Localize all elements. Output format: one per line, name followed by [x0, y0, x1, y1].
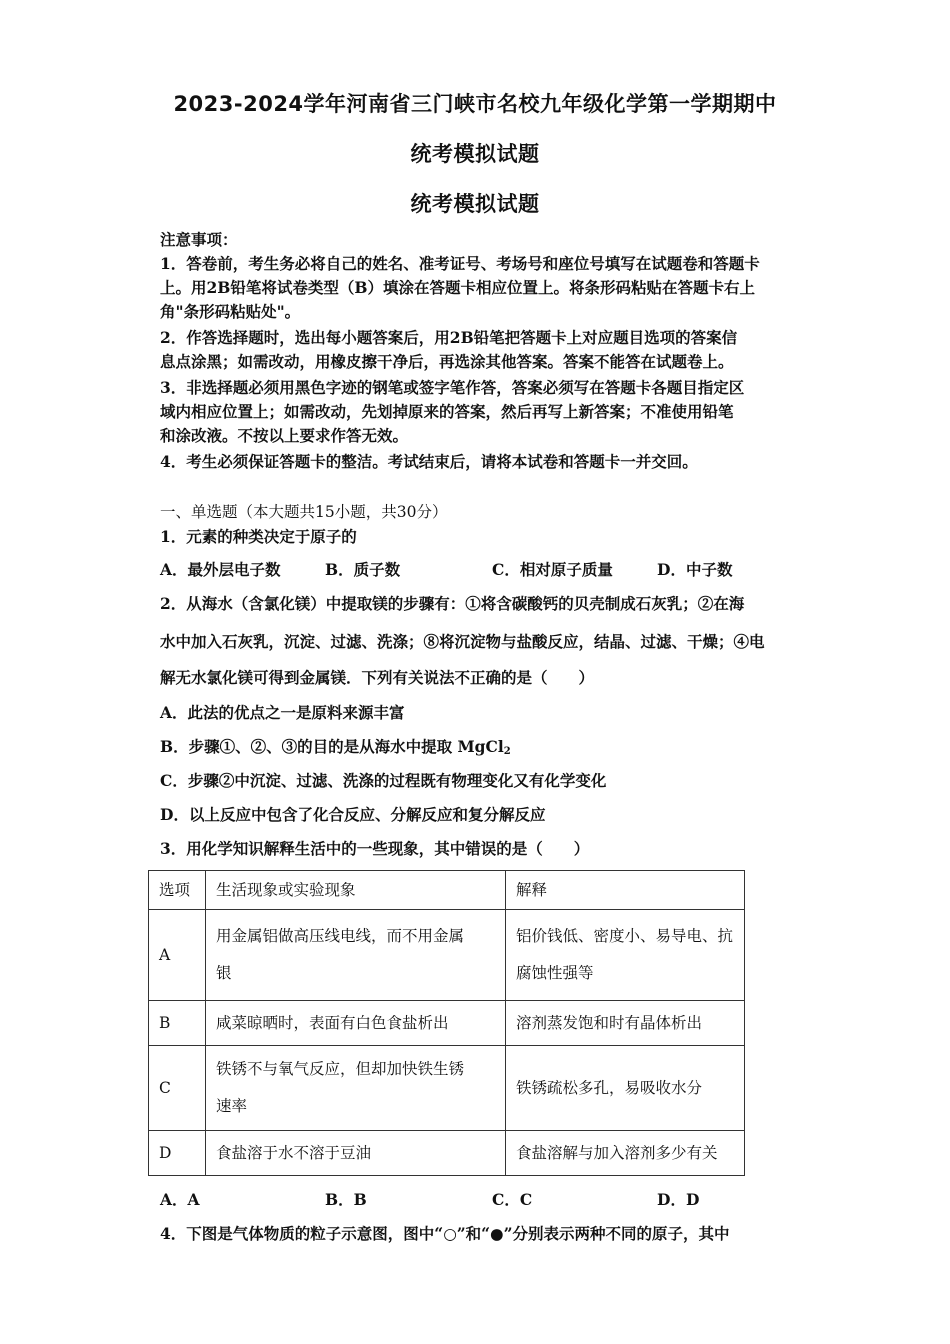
notice-line: 上。用2B铅笔将试卷类型（B）填涂在答题卡相应位置上。将条形码粘贴在答题卡右上: [160, 278, 755, 297]
table-header-row: [149, 871, 745, 910]
q2-option-b-subscript: 2: [503, 746, 511, 757]
cell-line: 咸菜晾晒时，表面有白色食盐析出: [216, 1013, 449, 1032]
q3-option-c: C．C: [492, 1190, 533, 1209]
table-cell-phenomenon: [206, 1131, 506, 1176]
q2-option-b: [160, 735, 511, 757]
q3-stem: 3．用化学知识解释生活中的一些现象，其中错误的是（ ）: [160, 839, 590, 858]
table-row: [149, 910, 745, 1001]
cell-line: 铁锈不与氧气反应，但却加快铁生锈: [216, 1060, 465, 1078]
table-header-cell: 解释: [506, 871, 745, 910]
notice-line: 息点涂黑；如需改动，用橡皮擦干净后，再选涂其他答案。答案不能答在试题卷上。: [160, 352, 734, 371]
table-cell-phenomenon: [206, 910, 506, 1001]
cell-line: 速率: [216, 1097, 248, 1115]
table-cell-explanation: [506, 1131, 745, 1176]
q1-option-c: C．相对原子质量: [492, 560, 613, 579]
q3-option-b: B．B: [325, 1190, 367, 1209]
cell-line: 食盐溶解与加入溶剂多少有关: [516, 1143, 718, 1162]
notice-line: 4．考生必须保证答题卡的整洁。考试结束后，请将本试卷和答题卡一并交回。: [160, 452, 698, 471]
exam-title-line3: 统考模拟试题: [410, 192, 540, 216]
q2-option-b-text: B．步骤①、②、③的目的是从海水中提取 MgCl: [160, 737, 504, 756]
table-cell-explanation: [506, 910, 745, 1001]
notice-heading: 注意事项：: [160, 230, 238, 249]
cell-line: 溶剂蒸发饱和时有晶体析出: [516, 1013, 703, 1032]
table-header-cell: 选项: [149, 871, 206, 910]
cell-line: 食盐溶于水不溶于豆油: [216, 1143, 372, 1162]
table-cell-explanation: [506, 1001, 745, 1046]
q2-option-a: A．此法的优点之一是原料来源丰富: [160, 703, 405, 722]
exam-title-line1: 2023-2024学年河南省三门峡市名校九年级化学第一学期期中: [173, 92, 777, 116]
q3-table: [148, 870, 745, 1176]
q2-option-d: D．以上反应中包含了化合反应、分解反应和复分解反应: [160, 805, 546, 824]
cell-line: 腐蚀性强等: [516, 964, 594, 982]
table-cell-phenomenon: [206, 1046, 506, 1131]
q2-stem-line: 水中加入石灰乳，沉淀、过滤、洗涤；⑧将沉淀物与盐酸反应，结晶、过滤、干燥；④电: [160, 632, 765, 651]
q2-stem-line: 解无水氯化镁可得到金属镁．下列有关说法不正确的是（ ）: [160, 668, 595, 687]
q1-option-a: A．最外层电子数: [160, 560, 281, 579]
section-heading: 一、单选题（本大题共15小题，共30分）: [160, 503, 448, 521]
table-cell-option: D: [149, 1131, 206, 1176]
notice-line: 3．非选择题必须用黑色字迹的钢笔或签字笔作答，答案必须写在答题卡各题目指定区: [160, 378, 745, 397]
table-cell-explanation: [506, 1046, 745, 1131]
notice-line: 和涂改液。不按以上要求作答无效。: [160, 426, 409, 445]
table-cell-option: C: [149, 1046, 206, 1131]
table-row: [149, 1001, 745, 1046]
notice-line: 域内相应位置上；如需改动，先划掉原来的答案，然后再写上新答案；不准使用铅笔: [160, 402, 734, 421]
notice-line: 角"条形码粘贴处"。: [160, 302, 301, 321]
notice-line: 2．作答选择题时，选出每小题答案后，用2B铅笔把答题卡上对应题目选项的答案信: [160, 328, 738, 347]
q2-stem-line: 2．从海水（含氯化镁）中提取镁的步骤有：①将含碳酸钙的贝壳制成石灰乳；②在海: [160, 594, 745, 613]
table-cell-option: A: [149, 910, 206, 1001]
q1-option-d: D．中子数: [657, 560, 733, 579]
cell-line: 用金属铝做高压线电线，而不用金属: [216, 927, 465, 945]
table-header-cell: 生活现象或实验现象: [206, 871, 506, 910]
q2-option-c: C．步骤②中沉淀、过滤、洗涤的过程既有物理变化又有化学变化: [160, 771, 607, 790]
cell-line: 铁锈疏松多孔，易吸收水分: [516, 1078, 703, 1097]
table-cell-option: B: [149, 1001, 206, 1046]
q3-option-a: A．A: [160, 1190, 200, 1209]
table-row: [149, 1046, 745, 1131]
q1-option-b: B．质子数: [325, 560, 401, 579]
q1-stem: 1．元素的种类决定于原子的: [160, 527, 357, 546]
exam-title-line2: 统考模拟试题: [410, 142, 540, 166]
cell-line: 铝价钱低、密度小、易导电、抗: [516, 927, 734, 945]
q3-option-d: D．D: [657, 1190, 700, 1209]
table-row: [149, 1131, 745, 1176]
table-cell-phenomenon: [206, 1001, 506, 1046]
notice-line: 1．答卷前，考生务必将自己的姓名、准考证号、考场号和座位号填写在试题卷和答题卡: [160, 254, 760, 273]
q4-stem: 4．下图是气体物质的粒子示意图，图中“○”和“●”分别表示两种不同的原子，其中: [160, 1224, 730, 1243]
cell-line: 银: [216, 964, 232, 982]
